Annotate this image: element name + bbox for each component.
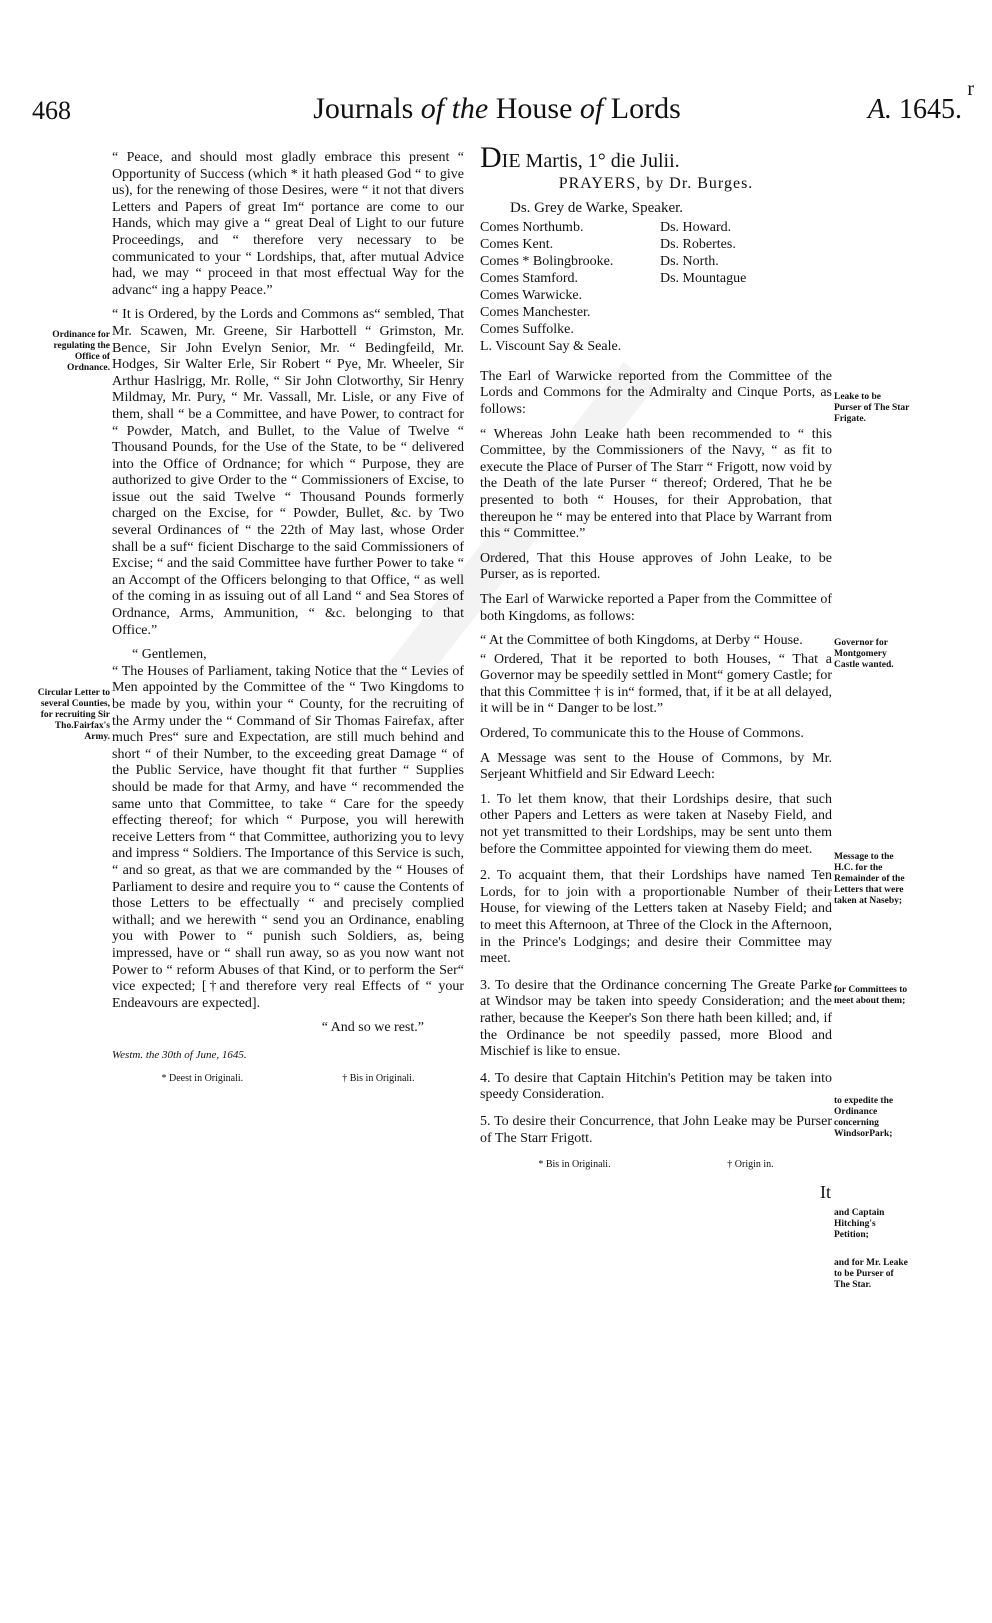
peer: Comes Northumb. <box>480 219 584 235</box>
paragraph: “ Peace, and should most gladly embrace this present “ Opportunity of Success (which * it hath pleased God “ to give us), for the renewing of those Desires, were “ it not that divers Letters and Papers of great Im“ portance are come to our Hands, which may give a “ great Deal of Light to our future Proceedings, and “ therefore very necessary to be communicated to your “ Lordships, that, after mutual Advice had, we may “ proceed in that most effectual Way for the advanc“ ing a happy Peace.” <box>112 150 464 298</box>
list-item: 1. To let them know, that their Lordships desire, that such other Papers and Letters as were taken at Naseby Field, and not yet transmitted to their Lordships, may be sent unto them before the Committee appointed for viewing them do meet. <box>480 791 832 857</box>
corner-mark: r <box>967 78 974 100</box>
paragraph: The Earl of Warwicke reported a Paper from the Committee of both Kingdoms, as follows: <box>480 591 832 624</box>
list-item: 2. To acquaint them, that their Lordships have named Ten Lords, for to join with a proportionable Number of their House, for viewing of the Letters taken at Naseby Field; and to meet this Afternoon, at Three of the Clock in the Afternoon, in the Prince's Lodgings; and desire their Committee may meet. <box>480 868 832 967</box>
closing: “ And so we rest.” <box>321 1020 424 1036</box>
year: A. 1645. <box>867 94 962 125</box>
paragraph: Ordered, That this House approves of John Leake, to be Purser, as is reported. <box>480 550 832 583</box>
page-title: Journals of the House of Lords <box>313 92 681 125</box>
paragraph: “ Whereas John Leake hath been recommended to “ this Committee, by the Commissioners of the Navy, “ as fit to execute the Place of Purser of The Starr “ Frigott, now void by the Death of the late Purser “ thereof; Ordered, That he be presented to both “ Houses, for their Approbation, that thereupon he “ may be entered into that Place by Warrant from this “ Committee.” <box>480 426 832 542</box>
paragraph: “ At the Committee of both Kingdoms, at Derby “ House. <box>480 633 803 649</box>
margin-note-governor: Governor for Montgomery Castle wanted. <box>834 638 894 670</box>
peer: Comes Warwicke. <box>480 287 583 303</box>
margin-note-circular-letter: Circular Letter to several Counties, for recruiting Sir Tho.Fairfax's Army. <box>37 688 110 742</box>
dateline: Westm. the 30th of June, 1645. <box>112 1048 247 1061</box>
margin-note-purser: and for Mr. Leake to be Purser of The Star. <box>834 1258 908 1290</box>
list-item: 4. To desire that Captain Hitchin's Petition may be taken into speedy Consideration. <box>480 1070 832 1103</box>
margin-note-message: Message to the H.C. for the Remainder of the Letters that were taken at Naseby; <box>834 852 905 906</box>
peer: Ds. Howard. <box>660 219 732 235</box>
peer: Comes Kent. <box>480 236 554 252</box>
paragraph: Ordered, To communicate this to the House of Commons. <box>480 726 804 742</box>
running-header <box>32 92 962 132</box>
footnote: * Bis in Originali. <box>538 1159 611 1171</box>
peer: Ds. Robertes. <box>660 236 736 252</box>
date-heading: DIE Martis, 1° die Julii. <box>480 141 680 174</box>
footnote: * Deest in Originali. <box>161 1073 244 1085</box>
margin-note-windsor: to expedite the Ordinance concerning WindsorPark; <box>834 1096 894 1139</box>
paragraph: “ Ordered, That it be reported to both Houses, “ That a Governor may be speedily settled in Mont“ gomery Castle; for that this Committee † is in“ formed, that, if it be at all delayed, it will be in “ Danger to be lost.” <box>480 651 832 717</box>
paragraph: The Earl of Warwicke reported from the Committee of the Lords and Commons for the Admiralty and Cinque Ports, as follows: <box>480 368 832 417</box>
catchword: It <box>820 1181 831 1202</box>
list-item: 3. To desire that the Ordinance concerning The Greate Parke at Windsor may be taken into speedy Consideration; and the rather, because the Keeper's Son there hath been killed; and, if the Ordinance be not speedily passed, more Blood and Mischief is like to ensue. <box>480 977 832 1060</box>
margin-note-ordinance: Ordinance for regulating the Office of Ordnance. <box>52 330 110 373</box>
peer: Comes Manchester. <box>480 304 591 320</box>
peers-list <box>480 219 832 355</box>
left-column <box>112 150 464 1088</box>
right-column <box>480 141 832 1202</box>
peer: Comes Suffolke. <box>480 321 574 337</box>
footnotes <box>112 1071 464 1088</box>
paragraph: A Message was sent to the House of Commons, by Mr. Serjeant Whitfield and Sir Edward Leech: <box>480 750 832 783</box>
footnote: † Bis in Originali. <box>342 1073 415 1085</box>
prayers-line: PRAYERS, by Dr. Burges. <box>558 174 754 192</box>
salutation: “ Gentlemen, <box>132 647 207 663</box>
paragraph: “ It is Ordered, by the Lords and Commons as“ sembled, That Mr. Scawen, Mr. Greene, Sir Harbottell “ Grimston, Mr. Bence, Sir John Evelyn Senior, Mr. “ Bedingfeild, Mr. Hodges, Sir Walter Erle, Sir Robert “ Pye, Mr. Wheeler, Sir Arthur Haslrigg, Mr. Rolle, “ Sir John Clotworthy, Sir Henry Mildmay, Mr. Pury, “ Mr. Vassall, Mr. Lisle, or any Five of them, shall “ be a Committee, and have Power, to contract for “ Powder, Match, and Bullet, to the Value of Twelve “ Thousand Pounds, for the Use of the State, to be “ delivered into the Office of Ordnance; for which “ Purpose, they are authorized to give Order to the “ Commissioners of Excise, to issue out the said Twelve “ Thousand Pounds formerly charged on the Excise, for “ Powder, Bullet, &c. by Two several Ordinances of “ the 22th of May last, whose Order shall be a suf“ ficient Discharge to the said Commissioners of Excise; “ and the said Committee have further Power to take “ an Accompt of the Officers belonging to that Office, “ as well of the coming in as issuing out of all Land “ and Sea Stores of Ordnance, Arms, Ammunition, “ &c. belonging to that Office.” <box>112 307 464 638</box>
margin-note-hitching: and Captain Hitching's Petition; <box>834 1208 885 1240</box>
peer: Comes Stamford. <box>480 270 578 286</box>
speaker-line: Ds. Grey de Warke, Speaker. <box>510 200 684 217</box>
peer: Comes * Bolingbrooke. <box>480 253 614 269</box>
peer: L. Viscount Say & Seale. <box>480 338 622 354</box>
peer: Ds. Mountague <box>660 270 747 286</box>
paragraph: “ The Houses of Parliament, taking Notice that the “ Levies of Men appointed by the Committee of the “ Two Kingdoms to be made by you, within your “ County, for the recruiting of the Army under the “ Command of Sir Thomas Fairefax, after much Pres“ sure and Expectation, are still much behind and short “ of their Number, to the exceeding great Damage “ of the Public Service, have thought fit that further “ Supplies should be made for that Army, and have “ recommended the same unto that Committee, to take “ Care for the speedy effecting thereof; for which “ Purpose, you will herewith receive Letters from “ that Committee, authorizing you to levy and impress “ Soldiers. The Importance of this Service is such, “ and so great, as that we are commanded by the “ Houses of Parliament to desire and require you to “ cause the Contents of those Letters to be effectually “ and precisely complied withall; and we herewith “ send you an Ordinance, enabling you with Power to “ punish such Soldiers, as, being impressed, have or “ shall run away, so as you now want not Power to “ reform Abuses of that Kind, or to perform the Ser“ vice expected; [†and therefore very real Effects of “ your Endeavours are expected]. <box>112 663 464 1011</box>
footnote: † Origin in. <box>727 1159 774 1171</box>
peer: Ds. North. <box>660 253 719 269</box>
margin-note-leake: Leake to be Purser of The Star Frigate. <box>834 392 910 424</box>
footnotes <box>480 1157 832 1174</box>
page-number: 468 <box>32 96 71 125</box>
margin-note-committees: for Committees to meet about them; <box>834 985 908 1006</box>
list-item: 5. To desire their Concurrence, that John Leake may be Purser of The Starr Frigott. <box>480 1113 832 1146</box>
